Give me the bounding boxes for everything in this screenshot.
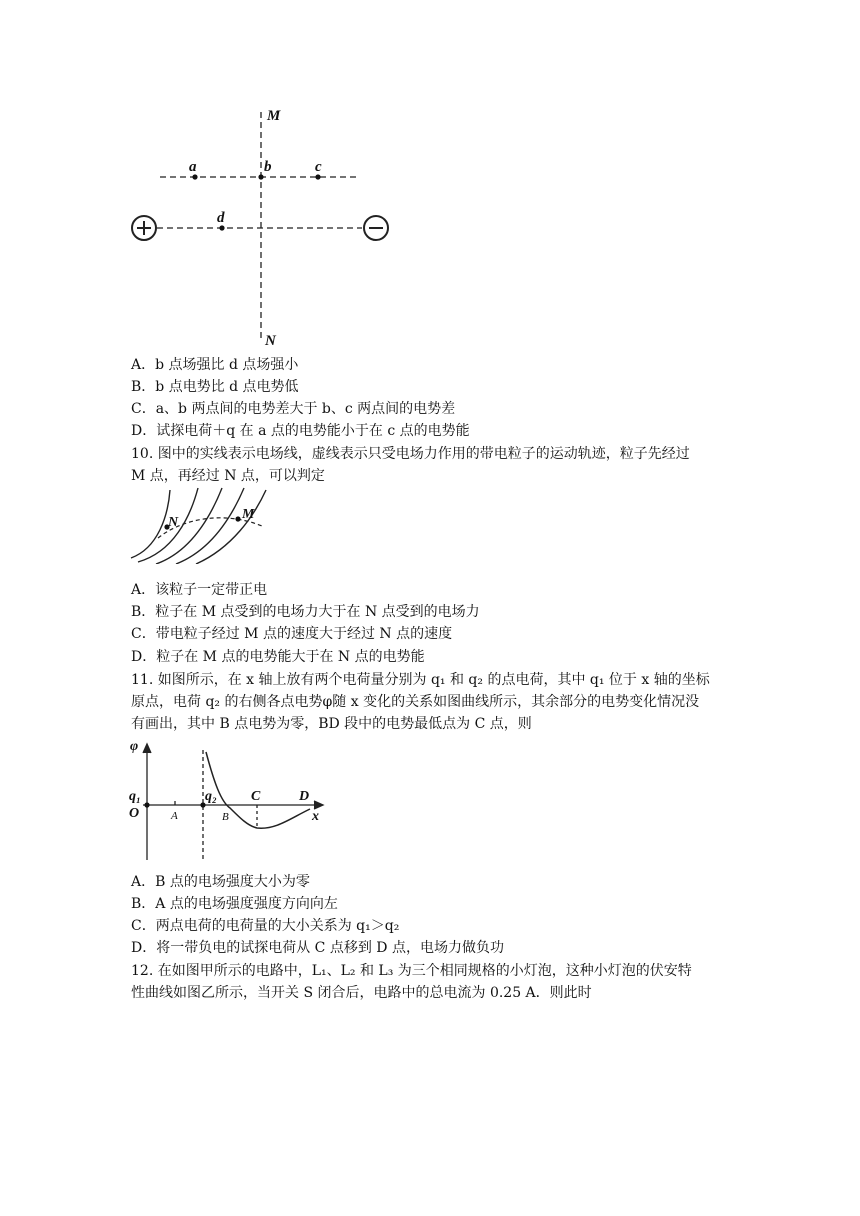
q9-option-b: B．b 点电势比 d 点电势低 xyxy=(131,379,299,395)
q9-option-c: C．a、b 两点间的电势差大于 b、c 两点间的电势差 xyxy=(131,401,456,417)
q10-stem-line1: 10. 图中的实线表示电场线，虚线表示只受电场力作用的带电粒子的运动轨迹，粒子先经过 xyxy=(131,446,690,462)
point-a xyxy=(192,174,197,179)
q9-option-a: A．b 点场强比 d 点场强小 xyxy=(131,357,299,373)
q10-option-c: C．带电粒子经过 M 点的速度大于经过 N 点的速度 xyxy=(131,626,453,642)
q11-option-a: A．B 点的电场强度大小为零 xyxy=(131,874,310,890)
q10-stem-line2: M 点，再经过 N 点，可以判定 xyxy=(131,468,325,484)
label-m-fig2: M xyxy=(242,507,255,522)
q10-option-d: D．粒子在 M 点的电势能大于在 N 点的电势能 xyxy=(131,649,425,665)
figure-charges-diagram xyxy=(125,100,400,350)
q12-stem-line2: 性曲线如图乙所示，当开关 S 闭合后，电路中的总电流为 0.25 A．则此时 xyxy=(131,985,592,1001)
point-d xyxy=(219,225,224,230)
charge-q1-dot xyxy=(144,802,149,807)
field-line-4 xyxy=(176,488,244,564)
q10-option-a: A．该粒子一定带正电 xyxy=(131,582,268,598)
label-a-fig3: A xyxy=(171,810,178,822)
q9-option-d: D．试探电荷＋q 在 a 点的电势能小于在 c 点的电势能 xyxy=(131,423,470,439)
label-phi: φ xyxy=(130,739,139,754)
label-d-fig3: D xyxy=(299,789,310,804)
q11-option-c: C．两点电荷的电荷量的大小关系为 q₁＞q₂ xyxy=(131,918,400,934)
point-c xyxy=(315,174,320,179)
label-d: d xyxy=(217,210,225,226)
q12-stem-line1: 12. 在如图甲所示的电路中，L₁、L₂ 和 L₃ 为三个相同规格的小灯泡，这种小灯泡的伏安特 xyxy=(131,963,692,979)
label-m: M xyxy=(267,108,281,124)
label-n-fig2: N xyxy=(168,515,179,530)
point-b xyxy=(258,174,263,179)
q11-option-b: B．A 点的电场强度强度方向向左 xyxy=(131,896,338,912)
label-c-fig3: C xyxy=(251,789,261,804)
point-m xyxy=(235,516,240,521)
q11-stem-line2: 原点，电荷 q₂ 的右侧各点电势φ随 x 变化的关系如图曲线所示，其余部分的电势变化情况没 xyxy=(131,694,700,710)
q10-option-b: B．粒子在 M 点受到的电场力大于在 N 点受到的电场力 xyxy=(131,604,480,620)
q11-stem-line3: 有画出，其中 B 点电势为零，BD 段中的电势最低点为 C 点，则 xyxy=(131,716,532,732)
label-n: N xyxy=(265,333,276,349)
q11-option-d: D．将一带负电的试探电荷从 C 点移到 D 点，电场力做负功 xyxy=(131,940,504,956)
label-a: a xyxy=(189,159,197,175)
label-q2: q₂ xyxy=(205,789,217,804)
label-q1: q₁ xyxy=(129,789,141,804)
figure-field-lines xyxy=(128,486,273,564)
q11-stem-line1: 11. 如图所示，在 x 轴上放有两个电荷量分别为 q₁ 和 q₂ 的点电荷，其中 q₁ 位于 x 轴的坐标 xyxy=(131,672,710,688)
label-b-fig3: B xyxy=(222,811,229,823)
figure-potential-graph xyxy=(126,738,336,863)
label-c: c xyxy=(315,159,322,175)
label-x: x xyxy=(312,809,319,824)
label-b: b xyxy=(264,159,272,175)
field-line-5 xyxy=(196,490,266,564)
label-o: O xyxy=(129,806,140,821)
